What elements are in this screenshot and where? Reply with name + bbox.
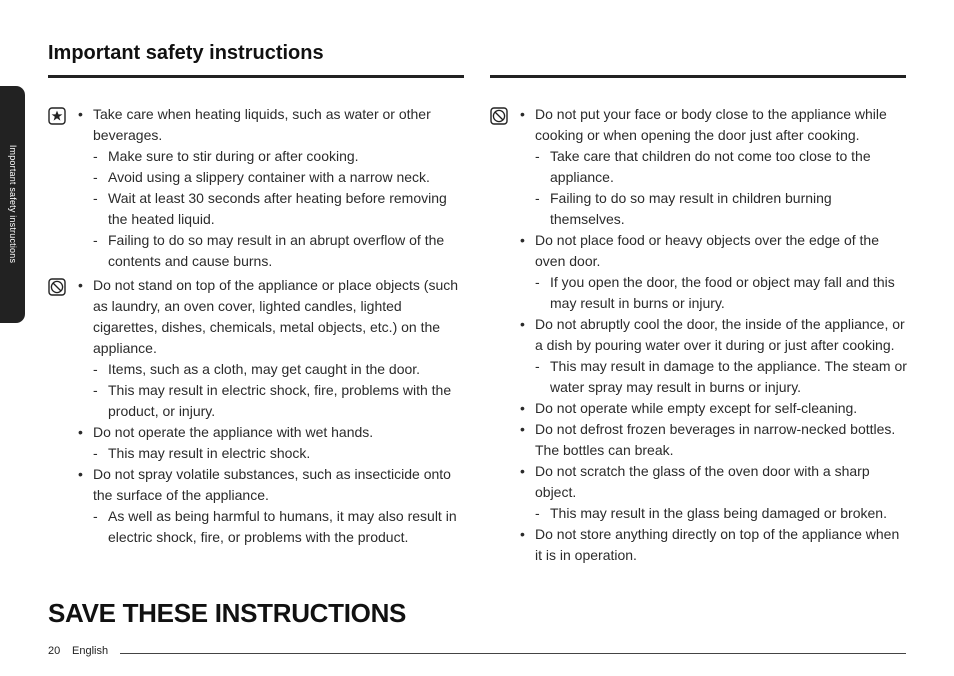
sub-item: - This may result in the glass being damaged or broken.	[550, 503, 908, 524]
bullet-list	[92, 275, 466, 548]
left-header-rule	[48, 75, 464, 78]
save-instructions-title: SAVE THESE INSTRUCTIONS	[48, 598, 407, 628]
star-box-icon	[48, 107, 66, 125]
footer-rule	[120, 653, 906, 654]
sub-list	[93, 146, 466, 272]
bullet-list	[534, 104, 908, 566]
bullet-text: Do not put your face or body close to the appliance while cooking or when opening the door just after cooking.	[535, 106, 887, 143]
sub-list	[535, 503, 908, 524]
sub-item: - Failing to do so may result in children burning themselves.	[550, 188, 908, 230]
sub-item: - Items, such as a cloth, may get caught in the door.	[108, 359, 466, 380]
bullet-item	[92, 275, 466, 422]
bullet-item	[534, 419, 908, 461]
prohibited-icon	[490, 107, 508, 125]
bullet-text: Do not place food or heavy objects over the edge of the oven door.	[535, 232, 880, 269]
page-number: 20	[48, 645, 61, 657]
bullet-item	[534, 230, 908, 314]
section-title: Important safety instructions	[48, 42, 324, 64]
bullet-text: Do not abruptly cool the door, the inside of the appliance, or a dish by pouring water over it during or just after cooking.	[535, 316, 905, 353]
sub-item: - If you open the door, the food or object may fall and this may result in burns or injury.	[550, 272, 908, 314]
sub-item: - This may result in electric shock.	[108, 443, 466, 464]
sub-list	[93, 443, 466, 464]
bullet-item	[534, 314, 908, 398]
sub-item: - As well as being harmful to humans, it may also result in electric shock, fire, or problems with the product.	[108, 506, 466, 548]
prohibition-block-objects	[48, 275, 466, 548]
bullet-list	[92, 104, 466, 272]
left-column	[48, 104, 466, 551]
sub-list	[93, 359, 466, 422]
bullet-item	[534, 104, 908, 230]
sub-item: - Take care that children do not come too close to the appliance.	[550, 146, 908, 188]
bullet-text: Do not spray volatile substances, such as insecticide onto the surface of the appliance.	[93, 466, 451, 503]
sub-item: - This may result in damage to the appliance. The steam or water spray may result in burns or injury.	[550, 356, 908, 398]
bullet-text: Do not operate the appliance with wet hands.	[93, 424, 374, 440]
footer-language: English	[72, 645, 109, 657]
bullet-text: Do not store anything directly on top of the appliance when it is in operation.	[535, 526, 900, 563]
bullet-text: Do not defrost frozen beverages in narrow-necked bottles. The bottles can break.	[535, 421, 896, 458]
bullet-item	[92, 422, 466, 464]
sub-list	[535, 356, 908, 398]
sub-list	[535, 272, 908, 314]
right-header-rule	[490, 75, 906, 78]
bullet-item	[534, 461, 908, 524]
sub-list	[93, 506, 466, 548]
sub-item: - Failing to do so may result in an abrupt overflow of the contents and cause burns.	[108, 230, 466, 272]
sub-list	[535, 146, 908, 230]
sub-item: - Wait at least 30 seconds after heating before removing the heated liquid.	[108, 188, 466, 230]
bullet-text: Take care when heating liquids, such as water or other beverages.	[93, 106, 431, 143]
caution-block-stirring	[48, 104, 466, 272]
bullet-text: Do not scratch the glass of the oven door with a sharp object.	[535, 463, 870, 500]
bullet-item	[534, 398, 908, 419]
side-tab-label: Important safety instructions	[8, 144, 18, 264]
sub-item: - Make sure to stir during or after cooking.	[108, 146, 466, 167]
bullet-text: Do not operate while empty except for self-cleaning.	[535, 400, 858, 416]
right-column	[490, 104, 908, 569]
bullet-item	[92, 104, 466, 272]
bullet-text: Do not stand on top of the appliance or place objects (such as laundry, an oven cover, lighted candles, lighted cigarettes, dishes, chemicals, metal objects, etc.) on the appliance.	[93, 277, 459, 356]
prohibition-block-door	[490, 104, 908, 566]
bullet-item	[92, 464, 466, 548]
sub-item: - Avoid using a slippery container with a narrow neck.	[108, 167, 466, 188]
prohibited-icon	[48, 278, 66, 296]
sub-item: - This may result in electric shock, fire, problems with the product, or injury.	[108, 380, 466, 422]
bullet-item	[534, 524, 908, 566]
